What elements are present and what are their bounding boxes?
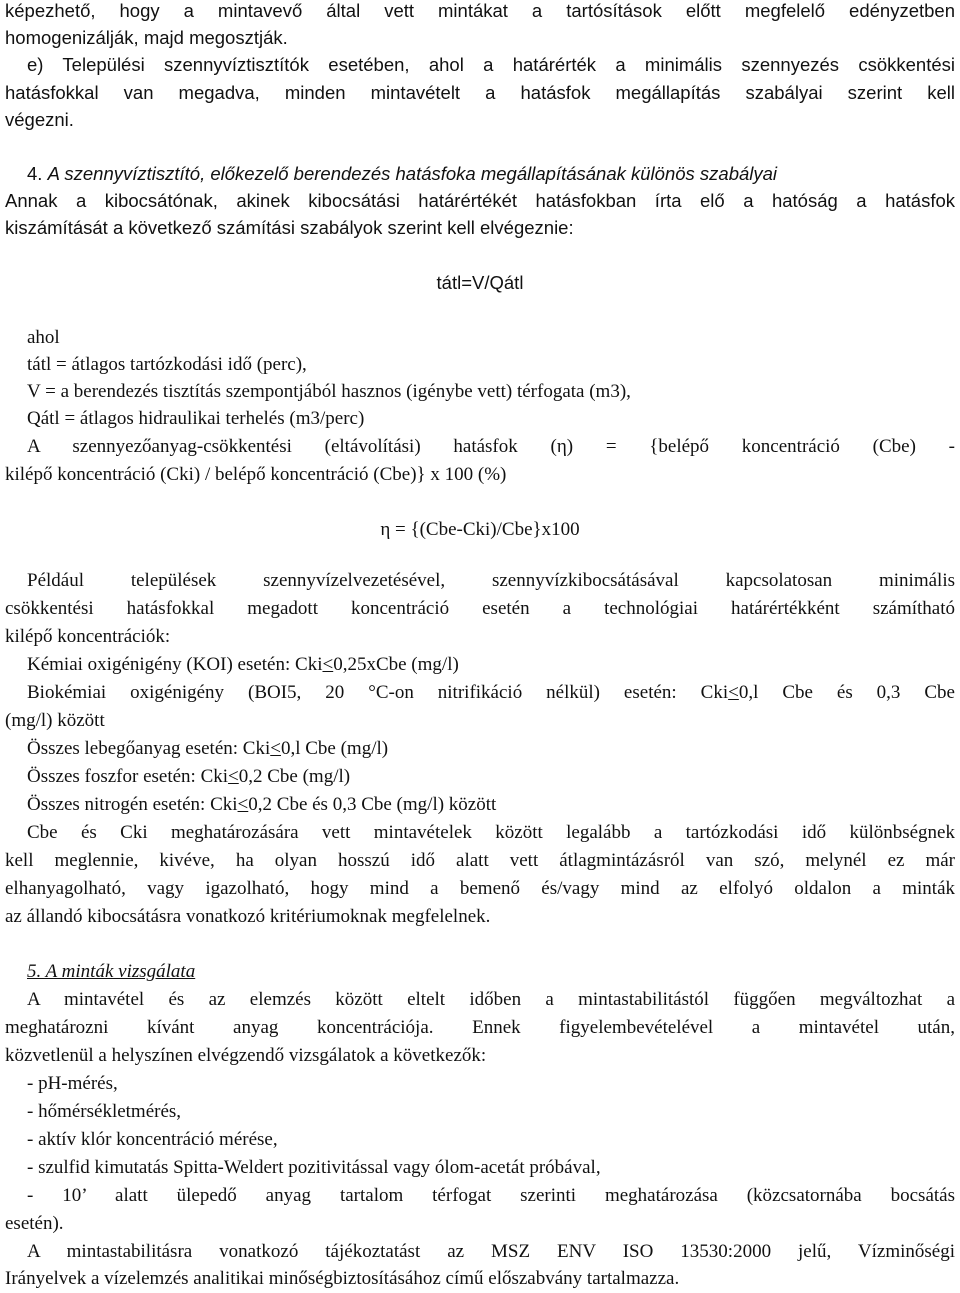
section4-number: 4. (27, 163, 43, 184)
section5-intro-line-3: közvetlenül a helyszínen elvégzendő vizsgálatok a következők: (5, 1045, 487, 1066)
intro-line-4: hatásfokkal van megadva, minden mintavételt a hatásfok megállapítás szabályai szerint kell (5, 82, 955, 103)
limit-text: Biokémiai oxigénigény (BOI5, 20 °C-on nitrifikáció nélkül) esetén: Cki (27, 682, 729, 703)
intro-line-2: homogenizálják, majd megosztják. (5, 27, 288, 48)
example-line-2: csökkentési hatásfokkal megadott koncentráció esetén a technológiai határértékként számítható (5, 598, 955, 619)
limit-phosphorus (27, 763, 955, 791)
less-equal-symbol: < (228, 766, 239, 787)
section4-title: A szennyvíztisztító, előkezelő berendezés hatásfoka megállapításának különös szabályai (47, 163, 778, 184)
limit-value: 0,25xCbe (mg/l) (333, 654, 459, 675)
closing-line-3: elhanyagolható, vagy igazolható, hogy mind a bemenő és/vagy mind az elfolyó oldalon a minták (5, 878, 955, 899)
definition-v: V = a berendezés tisztítás szempontjából hasznos (igénybe vett) térfogata (m3), (27, 381, 631, 402)
list-item-settling-cont: esetén). (5, 1213, 64, 1234)
limit-value: 0,l Cbe (mg/l) (280, 738, 389, 759)
definition-tatl: tátl = átlagos tartózkodási idő (perc), (27, 354, 307, 375)
section5-intro-line-1: A mintavétel és az elemzés között eltelt időben a mintastabilitástól függően megváltozhat a (27, 989, 955, 1010)
closing-line-2: kell meglennie, kivéve, ha olyan hosszú idő alatt vett átlagmintázásról van szó, melynél ez már (5, 850, 955, 871)
section5-closing-line-1: A mintastabilitásra vonatkozó tájékoztatást az MSZ ENV ISO 13530:2000 jelű, Vízminőségi (27, 1241, 955, 1262)
intro-line-3: e) Települési szennyvíztisztítók esetében, ahol a határérték a minimális szennyezés csökkentési (27, 54, 955, 75)
limit-boi5-cont (5, 707, 955, 735)
section4-intro-line-2: kiszámítását a következő számítási szabályok szerint kell elvégeznie: (5, 217, 574, 238)
limit-boi5 (27, 679, 955, 707)
closing-line-1: Cbe és Cki meghatározására vett mintavételek között legalább a tartózkodási idő különbségnek (27, 822, 955, 843)
definition-efficiency-2: kilépő koncentráció (Cki) / belépő koncentráció (Cbe)} x 100 (%) (5, 464, 507, 485)
list-item-sulfide: - szulfid kimutatás Spitta-Weldert pozitivitással vagy ólom-acetát próbával, (27, 1157, 601, 1178)
limit-suspended-solids (27, 735, 955, 763)
less-equal-symbol: < (322, 654, 334, 675)
example-line-3: kilépő koncentrációk: (5, 626, 171, 647)
limit-text: Kémiai oxigénigény (KOI) esetén: Cki (27, 654, 323, 675)
where-label: ahol (27, 327, 60, 348)
intro-line-1: képezhető, hogy a mintavevő által vett mintákat a tartósítások előtt megfelelő edényzetben (5, 0, 955, 21)
limit-text: (mg/l) között (5, 710, 105, 731)
closing-line-4: az állandó kibocsátásra vonatkozó kritériumoknak megfelelnek. (5, 906, 491, 927)
less-equal-symbol: < (728, 682, 739, 703)
definition-qatl: Qátl = átlagos hidraulikai terhelés (m3/perc) (27, 408, 365, 429)
less-equal-symbol: < (237, 794, 249, 815)
list-item-settling: - 10’ alatt ülepedő anyag tartalom térfogat szerinti meghatározása (közcsatornába bocsátás (27, 1185, 955, 1206)
list-item-ph: - pH-mérés, (27, 1073, 118, 1094)
formula-efficiency: η = {(Cbe-Cki)/Cbe}x100 (380, 519, 580, 540)
section5-intro-line-2: meghatározni kívánt anyag koncentrációja. Ennek figyelembevételével a mintavétel után, (5, 1017, 955, 1038)
example-line-1: Például települések szennyvízelvezetésével, szennyvízkibocsátásával kapcsolatosan minimális (27, 570, 955, 591)
section5-heading: 5. A minták vizsgálata (27, 961, 196, 982)
intro-line-5: végezni. (5, 109, 74, 130)
limit-value: 0,l Cbe és 0,3 Cbe (738, 682, 955, 703)
limit-text: Összes nitrogén esetén: Cki (27, 794, 238, 815)
list-item-temperature: - hőmérsékletmérés, (27, 1101, 182, 1122)
limit-value: 0,2 Cbe (mg/l) (238, 766, 351, 787)
definition-efficiency-1: A szennyezőanyag-csökkentési (eltávolítási) hatásfok (η) = {belépő koncentráció (Cbe) - (27, 436, 955, 457)
limit-text: Összes lebegőanyag esetén: Cki (27, 738, 271, 759)
limit-nitrogen (27, 791, 955, 819)
limit-value: 0,2 Cbe és 0,3 Cbe (mg/l) között (248, 794, 497, 815)
section4-intro-line-1: Annak a kibocsátónak, akinek kibocsátási határértékét hatásfokban írta elő a hatóság a hatásfok (5, 190, 955, 211)
limit-text: Összes foszfor esetén: Cki (27, 766, 229, 787)
formula-residence-time: tátl=V/Qátl (436, 272, 524, 293)
less-equal-symbol: < (270, 738, 281, 759)
section4-heading (27, 160, 955, 188)
limit-koi (27, 651, 955, 679)
list-item-chlorine: - aktív klór koncentráció mérése, (27, 1129, 278, 1150)
section5-closing-line-2: Irányelvek a vízelemzés analitikai minőségbiztosításához című előszabvány tartalmazza. (5, 1268, 680, 1289)
